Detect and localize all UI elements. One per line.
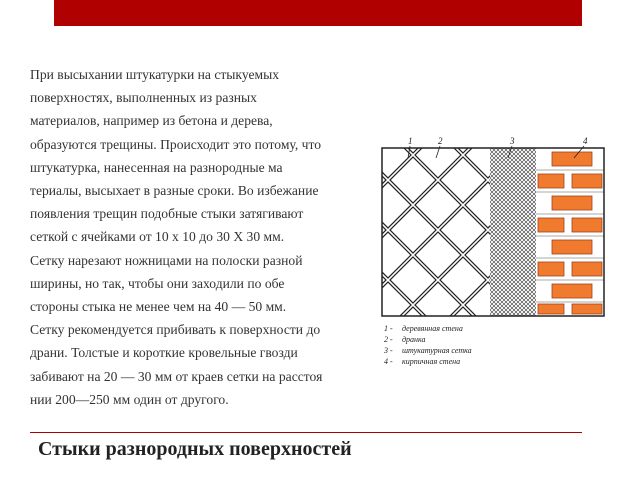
legend-num-3: 3 - bbox=[384, 346, 393, 355]
brick-wall bbox=[536, 148, 604, 316]
callout-3: 3 bbox=[510, 136, 515, 146]
wall-joint-diagram bbox=[378, 130, 608, 370]
legend-num-4: 4 - bbox=[384, 357, 393, 366]
legend-num-1: 1 - bbox=[384, 324, 393, 333]
legend-text-2: дранка bbox=[402, 335, 426, 344]
legend-text-3: штукатурная сетка bbox=[402, 346, 472, 355]
slide-title: Стыки разнородных поверхностей bbox=[38, 438, 352, 460]
top-accent-bar bbox=[54, 0, 582, 26]
legend-text-1: деревянная стена bbox=[402, 324, 463, 333]
callout-2: 2 bbox=[438, 136, 443, 146]
legend-text-4: кирпичная стена bbox=[402, 357, 461, 366]
callout-4: 4 bbox=[583, 136, 588, 146]
legend-num-2: 2 - bbox=[384, 335, 393, 344]
body-text: При высыхании штукатурки на стыкуемых поверхностях, выполненных из разных материалов, например из бетона и дерева, образуются трещины. Происходит это потому, что штукатурка, нанесенная на разнородные ма териалы, высыхает в разные сроки. Во избежание появления трещин подобные стыки затягивают сеткой с ячейками от 10 х 10 до 30 Х 30 мм. Сетку нарезают ножницами на полоски разной ширины, но так, чтобы они заходили по обе стороны стыка не менее чем на 40 — 50 мм. Сетку рекомендуется прибивать к поверхности до драни. Толстые и короткие кровельные гвозди забивают на 20 — 30 мм от краев сетки на расстоя нии 200—250 мм один от другого. bbox=[30, 67, 323, 407]
title-divider bbox=[30, 432, 582, 433]
callout-1: 1 bbox=[408, 136, 413, 146]
